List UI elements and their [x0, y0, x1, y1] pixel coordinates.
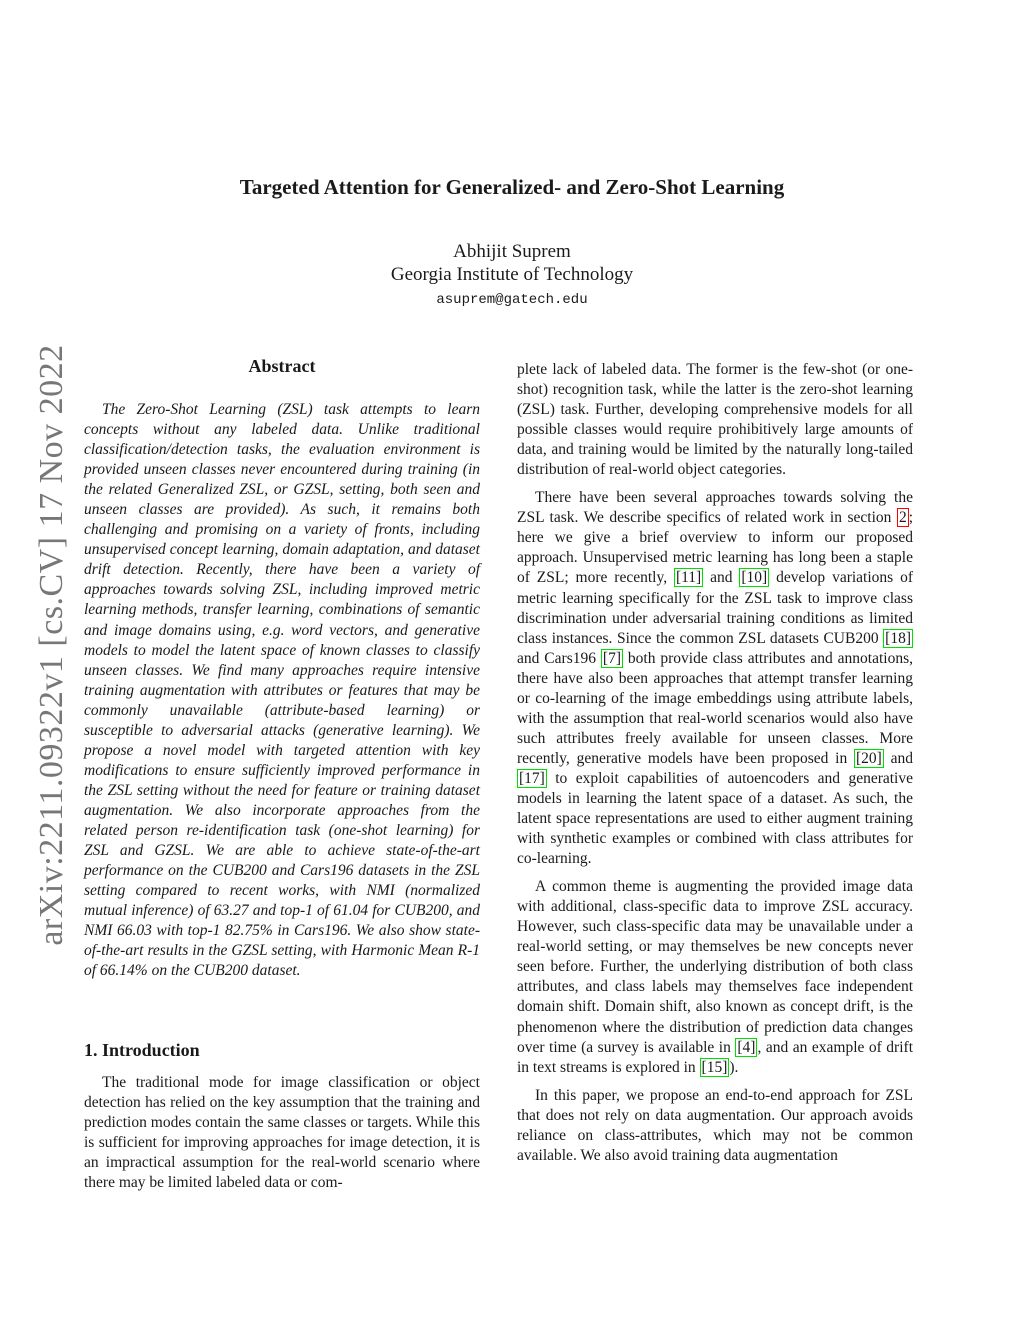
- intro-paragraph-3: A common theme is augmenting the provided image data with additional, class-specific data to improve ZSL accuracy. However, such class-specific data may be unavailable under a real-world setting, or may themselves be new concepts never seen before. Further, the underlying distribution of both class attributes, and class labels may themselves face independent domain shift. Domain shift, also known as concept drift, is the phenomenon where the distribution of prediction data changes over time (a survey is available in [4] , and an example of drift in text streams is explored in [15] ).: [517, 878, 913, 1076]
- citation-7-link[interactable]: [7]: [602, 649, 621, 667]
- author-affiliation: Georgia Institute of Technology: [390, 264, 634, 285]
- citation-18-link[interactable]: [18]: [885, 629, 911, 647]
- introduction-heading: 1. Introduction: [84, 1040, 200, 1060]
- abstract-heading: Abstract: [248, 356, 316, 376]
- intro-paragraph-1: The traditional mode for image classification or object detection has relied on the key assumption that the training and prediction modes contain the same classes or targets. While this is sufficient for improving approaches for image detection, it is an impractical assumption for the real-world scenario where there may be limited labeled data or com-: [84, 1074, 480, 1192]
- author-email[interactable]: asuprem@gatech.edu: [436, 292, 588, 308]
- author-name: Abhijit Suprem: [453, 241, 571, 262]
- citation-20-link[interactable]: [20]: [856, 749, 882, 767]
- citation-4-link[interactable]: [4]: [737, 1038, 756, 1056]
- citation-11-link[interactable]: [11]: [675, 569, 702, 587]
- paper-title: Targeted Attention for Generalized- and Zero-Shot Learning: [239, 175, 785, 199]
- citation-10-link[interactable]: [10]: [741, 569, 768, 587]
- arxiv-identifier: arXiv:2211.09322v1 [cs.CV] 17 Nov 2022: [33, 344, 70, 946]
- abstract-paragraph: The Zero-Shot Learning (ZSL) task attempts to learn concepts without any labeled data. Unlike traditional classification/detection tasks, the evaluation environment is provided unseen classes never encountered during training (in the related Generalized ZSL, or GZSL, setting, both seen and unseen classes are provided). As such, it remains both challenging and promising on a variety of fronts, including unsupervised concept learning, domain adaptation, and dataset drift detection. Recently, there have been a variety of approaches towards solving ZSL, including improved metric learning methods, transfer learning, combinations of semantic and image domains using, e.g. word vectors, and generative models to model the latent space of known classes to classify unseen classes. We find many approaches require intensive training augmentation with attributes or features that may be commonly unavailable (attribute-based learning) or susceptible to adversarial attacks (generative learning). We propose a novel model with targeted attention with key modifications to ensure sufficiently improved performance in the ZSL setting without the need for feature or training dataset augmentation. We also incorporate approaches from the related person re-identification task (one-shot learning) for ZSL and GZSL. We are able to achieve state-of-the-art performance on the CUB200 and Cars196 datasets in the ZSL setting compared to recent works, with NMI (normalized mutual inference) of 63.27 and top-1 of 61.04 for CUB200, and NMI 66.03 with top-1 82.75% in Cars196. We also show state-of-the-art results in the GZSL setting, with Harmonic Mean R-1 of 66.14% on the CUB200 dataset.: [84, 401, 480, 980]
- intro-paragraph-1-continued: plete lack of labeled data. The former is the few-shot (or one-shot) recognition task, while the latter is the zero-shot learning (ZSL) task. Further, developing comprehensive models for all possible classes would require prohibitively large amounts of data, and training would be limited by the naturally long-tailed distribution of real-world object categories.: [517, 361, 913, 479]
- section-2-link[interactable]: 2: [898, 509, 907, 527]
- intro-paragraph-2: There have been several approaches towards solving the ZSL task. We describe specifics of related work in section 2 ; here we give a brief overview to inform our proposed approach. Unsupervised metric learning has long been a staple of ZSL; more recently, [11] and [10] develop variations of metric learning specifically for the ZSL task to improve class discrimination under adversarial training conditions as limited class instances. Since the common ZSL datasets CUB200 [18] and Cars196 [7] both provide class attributes and annotations, there have also been approaches that attempt transfer learning or co-learning of the image embeddings using attribute labels, with the assumption that real-world scenarios would also have such attributes freely available for unseen classes. More recently, generative models have been proposed in [20] and [17] to exploit capabilities of autoencoders and generative models in learning the latent space of a dataset. As such, the latent space representations are used to either augment training with synthetic examples or combined with class attributes for co-learning.: [517, 489, 913, 868]
- right-column: [517, 360, 913, 1174]
- introduction-body: [84, 1073, 480, 1201]
- citation-15-link[interactable]: [15]: [701, 1058, 728, 1076]
- intro-paragraph-4: In this paper, we propose an end-to-end approach for ZSL that does not rely on data augmentation. Our approach avoids reliance on class-attributes, which may not be common available. We also avoid training data augmentation: [517, 1086, 913, 1164]
- abstract-body: [84, 400, 480, 989]
- citation-17-link[interactable]: [17]: [519, 769, 545, 787]
